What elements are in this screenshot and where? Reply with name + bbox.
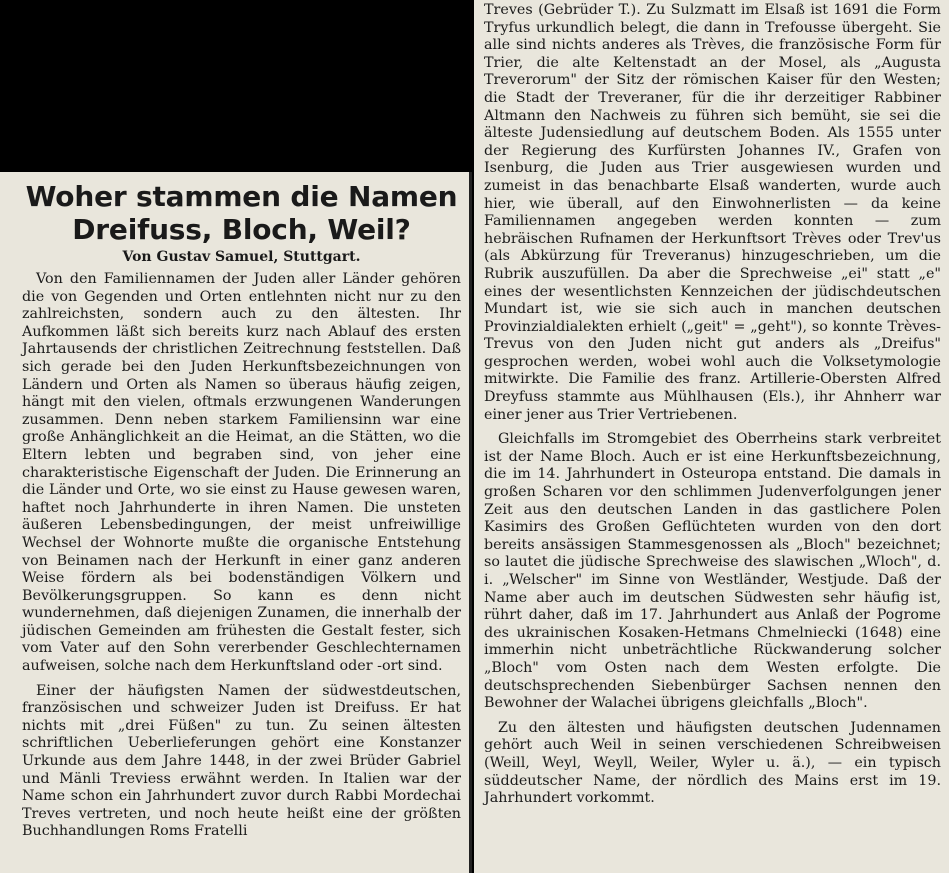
- paragraph-treves: Treves (Gebrüder T.). Zu Sulzmatt im Elsaß ist 1691 die Form Tryfus urkundlich belegt, die dann in Trefousse übergeht. Sie alle sind nichts anderes als Trèves, die französische Form für Trier, die alte Keltenstadt an der Mosel, als „Augusta Treverorum" der Sitz der römischen Kaiser für den Westen; die Stadt der Treveraner, für die ihr derzeitiger Rabbiner Altmann den Nachweis zu führen sich bemüht, sie sei die älteste Judensiedlung auf deutschem Boden. Als 1555 unter der Regierung des Kurfürsten Johannes IV., Grafen von Isenburg, die Juden aus Trier ausgewiesen wurden und zumeist in das benachbarte Elsaß wanderten, wurde auch hier, wie überall, auf den Einwohnerlisten — da keine Familiennamen angegeben werden konnten — zum hebräischen Rufnamen der Herkunftsort Trèves oder Trev'us (als Abkürzung für Treveranus) hinzugeschrieben, um die Rubrik auszufüllen. Da aber die Sprechweise „ei" statt „e" eines der wesentlichsten Kennzeichen der jüdischdeutschen Mundart ist, wie sie sich auch in manchen deutschen Provinzialdialekten erhielt („geit" = „geht"), so konnte Trèves-Trevus von den Juden nicht gut anders als „Dreifus" gesprochen werden, wobei wohl auch die Volksetymologie mitwirkte. Die Familie des franz. Artillerie-Obersten Alfred Dreyfuss stammte aus Mühlhausen (Els.), ihr Ahnherr war einer jener aus Trier Vertriebenen.: [484, 2, 941, 423]
- paragraph-bloch: Gleichfalls im Stromgebiet des Oberrheins stark verbreitet ist der Name Bloch. Auch er ist eine Herkunftsbezeichnung, die im 14. Jahrhundert in Osteuropa entstand. Die damals in großen Scharen vor den schlimmen Judenverfolgungen jener Zeit aus den deutschen Landen in das gastlichere Polen Kasimirs des Großen Geflüchteten wurden von den dort bereits ansässigen Stammesgenossen als „Bloch" bezeichnet; so lautet die jüdische Sprechweise des slawischen „Wloch", d. i. „Welscher" im Sinne von Westländer, Westjude. Daß der Name aber auch im deutschen Südwesten sehr häufig ist, rührt daher, daß im 17. Jahrhundert aus Anlaß der Pogrome des ukrainischen Kosaken-Hetmans Chmelniecki (1648) eine immerhin nicht unbeträchtliche Rückwanderung solcher „Bloch" vom Osten nach dem Westen erfolgte. Die deutschsprechenden Siebenbürger Sachsen nennen den Bewohner der Walachei übrigens gleichfalls „Bloch".: [484, 431, 941, 712]
- paragraph-dreifuss: Einer der häufigsten Namen der südwestdeutschen, französischen und schweizer Juden ist Dreifuss. Er hat nichts mit „drei Füßen" zu tun. Zu seinen ältesten schriftlichen Ueberlieferungen gehört eine Konstanzer Urkunde aus dem Jahre 1448, in der zwei Brüder Gabriel und Mänli Treviess erwähnt werden. In Italien war der Name schon ein Jahrhundert zuvor durch Rabbi Mordechai Treves vertreten, und noch heute heißt eine der größten Buchhandlungen Roms Fratelli: [22, 682, 461, 840]
- title-line-1: Woher stammen die Namen: [25, 180, 458, 213]
- title-line-2: Dreifuss, Bloch, Weil?: [72, 213, 411, 246]
- paragraph-intro: Von den Familiennamen der Juden aller Länder gehören die von Gegenden und Orten entlehnten nicht nur zu den zahlreichsten, sondern auch zu den ältesten. Ihr Aufkommen läßt sich bereits kurz nach Ablauf des ersten Jahrtausends der christlichen Zeitrechnung feststellen. Daß sich gerade bei den Juden Herkunftsbezeichnungen von Ländern und Orten als Namen so überaus häufig zeigen, hängt mit den vielen, oftmals erzwungenen Wanderungen zusammen. Denn neben starkem Familiensinn war eine große Anhänglichkeit an die Heimat, an die Stätten, wo die Eltern lebten und begraben sind, von jeher eine charakteristische Eigenschaft der Juden. Die Erinnerung an die Länder und Orte, wo sie einst zu Hause gewesen waren, haftet noch Jahrhunderte in ihren Namen. Die unsteten äußeren Lebensbedingungen, der meist unfreiwillige Wechsel der Wohnorte mußte die organische Entstehung von Beinamen nach der Herkunft in einer ganz anderen Weise fördern als bei bodenständigen Völkern und Bevölkerungsgruppen. So kann es denn nicht wundernehmen, daß diejenigen Zunamen, die innerhalb der jüdischen Gemeinden am frühesten die Gestalt fester, sich vom Vater auf den Sohn vererbender Geschlechternamen aufweisen, solche nach dem Herkunftsland oder -ort sind.: [22, 271, 461, 675]
- right-column: [474, 0, 949, 873]
- article-title: [22, 180, 461, 246]
- byline: Von Gustav Samuel, Stuttgart.: [122, 249, 361, 265]
- paragraph-weil: Zu den ältesten und häufigsten deutschen Judennamen gehört auch Weil in seinen verschiedenen Schreibweisen (Weill, Weyl, Weyll, Weiler, Wyler u. ä.), — ein typisch süddeutscher Name, der nördlich des Mains erst im 19. Jahrhundert vorkommt.: [484, 719, 941, 807]
- left-column: [0, 172, 472, 873]
